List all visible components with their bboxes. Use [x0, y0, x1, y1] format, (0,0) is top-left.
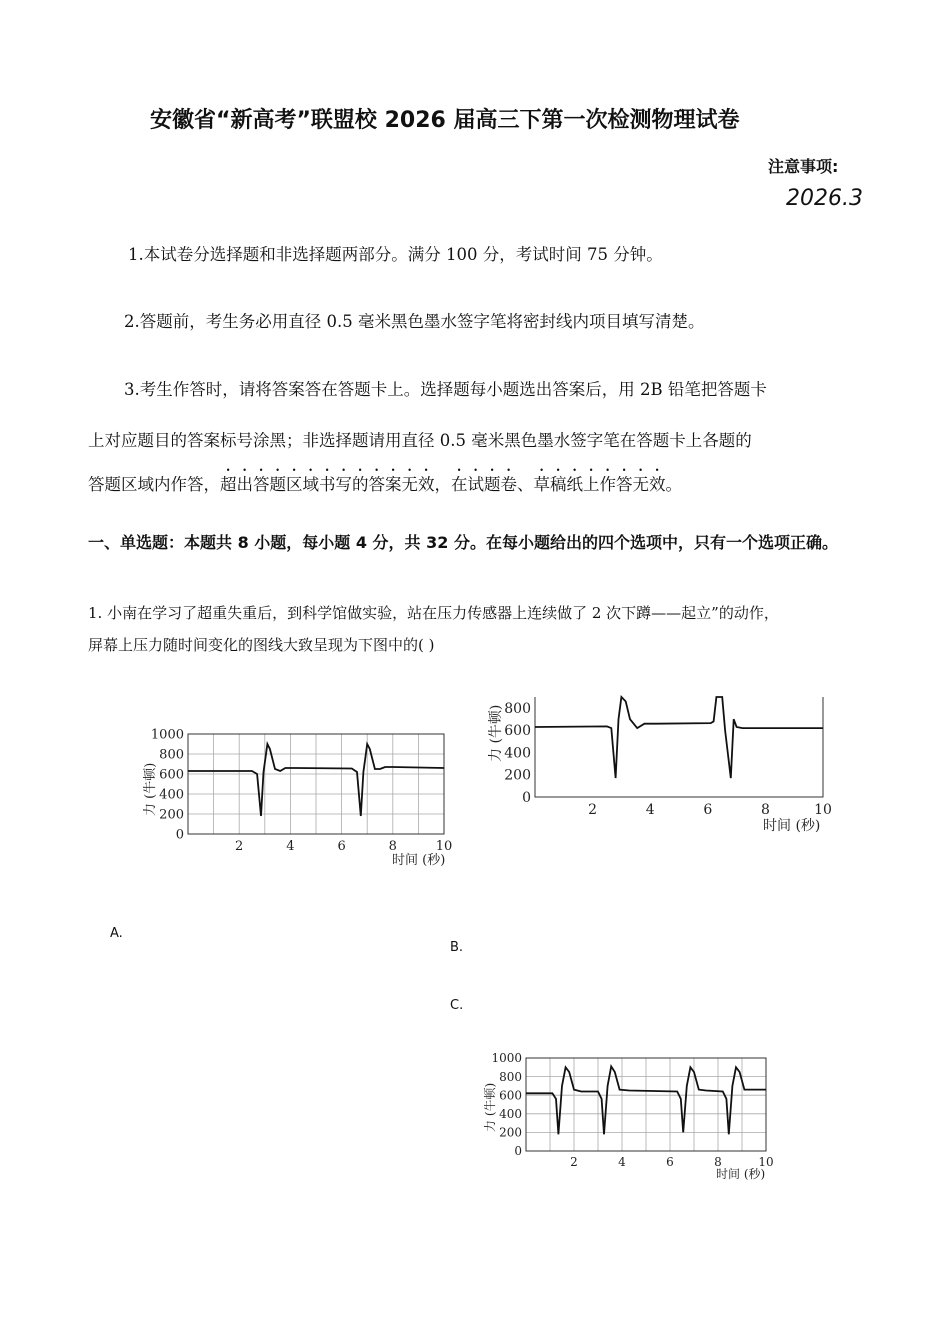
note-1: 1.本试卷分选择题和非选择题两部分。满分 100 分，考试时间 75 分钟。 [128, 245, 663, 264]
grid [188, 734, 444, 834]
exam-title: 安徽省“新高考”联盟校 2026 届高三下第一次检测物理试卷 [150, 108, 740, 133]
option-a-label[interactable]: A. [110, 926, 123, 941]
y-axis-label: 力 (牛顿) [488, 704, 504, 762]
chart-option-b [480, 690, 840, 840]
x-ticks [235, 839, 452, 854]
y-ticks [504, 701, 531, 806]
note-3-line-1: 3.考生作答时，请将答案答在答题卡上。选择题每小题选出答案后，用 2B 铅笔把答题卡 [124, 380, 767, 399]
x-tick-label: 10 [758, 1155, 774, 1169]
x-tick-label: 10 [435, 839, 453, 854]
y-tick-label: 400 [499, 1107, 522, 1121]
x-tick-label: 2 [235, 839, 244, 854]
x-axis-label: 时间 (秒) [392, 853, 446, 868]
y-tick-label: 600 [504, 723, 531, 740]
x-tick-label: 2 [570, 1155, 578, 1169]
x-tick-label: 6 [703, 802, 713, 818]
note-3-line-2: 上对应题目的答案标号涂黑；非选择题请用直径 0.5 毫米黑色墨水签字笔在答题卡上各题的 [88, 431, 752, 450]
x-tick-label: 4 [618, 1155, 626, 1169]
x-tick-label: 8 [388, 839, 397, 854]
y-tick-label: 0 [175, 827, 184, 843]
y-tick-label: 200 [499, 1125, 522, 1140]
y-tick-label: 800 [499, 1069, 522, 1084]
y-tick-label: 200 [159, 807, 184, 823]
y-axis-label: 力 (牛顿) [483, 1082, 497, 1132]
grid [526, 1058, 766, 1151]
x-tick-label: 6 [666, 1155, 674, 1169]
x-tick-label: 8 [760, 802, 770, 818]
x-ticks [588, 802, 832, 818]
note-3-text-a: 答题区域内作答， [88, 475, 220, 494]
y-tick-label: 1000 [150, 727, 184, 743]
note-3-emphasis-2: 在试题卷、草稿纸上作答无效 [451, 475, 666, 494]
note-3-text-e: 。 [665, 475, 682, 494]
notice-label: 注意事项: [768, 157, 839, 176]
x-axis-label: 时间 (秒) [763, 818, 821, 834]
force-curve [535, 697, 823, 778]
question-1-line-1: 1. 小南在学习了超重失重后，到科学馆做实验，站在压力传感器上连续做了 2 次下蹲——起立”的动作， [88, 604, 779, 622]
option-c-label[interactable]: C. [450, 998, 464, 1013]
y-tick-label: 0 [522, 789, 531, 806]
x-tick-label: 8 [714, 1155, 722, 1169]
y-tick-label: 600 [159, 767, 184, 783]
section-heading: 一、单选题：本题共 8 小题，每小题 4 分，共 32 分。在每小题给出的四个选项中，只有一个选项正确。 [88, 533, 838, 552]
note-3-emphasis-1: 超出答题区域书写的答案无效 [220, 475, 435, 494]
x-tick-label: 4 [286, 839, 295, 854]
y-tick-label: 800 [504, 701, 531, 718]
y-axis-label: 力 (牛顿) [143, 762, 158, 816]
x-tick-label: 4 [645, 802, 655, 818]
chart-option-a [140, 724, 460, 874]
x-axis-label: 时间 (秒) [716, 1167, 766, 1181]
y-tick-label: 400 [159, 787, 184, 803]
exam-date: 2026.3 [786, 186, 863, 211]
axes [535, 697, 823, 797]
note-2: 2.答题前，考生务必用直径 0.5 毫米黑色墨水签字笔将密封线内项目填写清楚。 [124, 312, 705, 331]
y-tick-label: 400 [504, 745, 531, 762]
note-3-line-3 [88, 466, 682, 495]
x-tick-label: 6 [337, 839, 346, 854]
x-tick-label: 2 [588, 802, 598, 818]
y-tick-label: 0 [514, 1144, 522, 1159]
y-tick-label: 200 [504, 767, 531, 784]
y-tick-label: 800 [159, 747, 184, 763]
note-3-text-c: ， [434, 475, 451, 494]
x-tick-label: 10 [814, 802, 832, 818]
question-1-line-2: 屏幕上压力随时间变化的图线大致呈现为下图中的( ) [88, 636, 435, 654]
chart-option-c [478, 1050, 788, 1190]
y-tick-label: 600 [499, 1088, 522, 1103]
y-tick-label: 1000 [491, 1051, 522, 1066]
option-b-label[interactable]: B. [450, 940, 464, 955]
